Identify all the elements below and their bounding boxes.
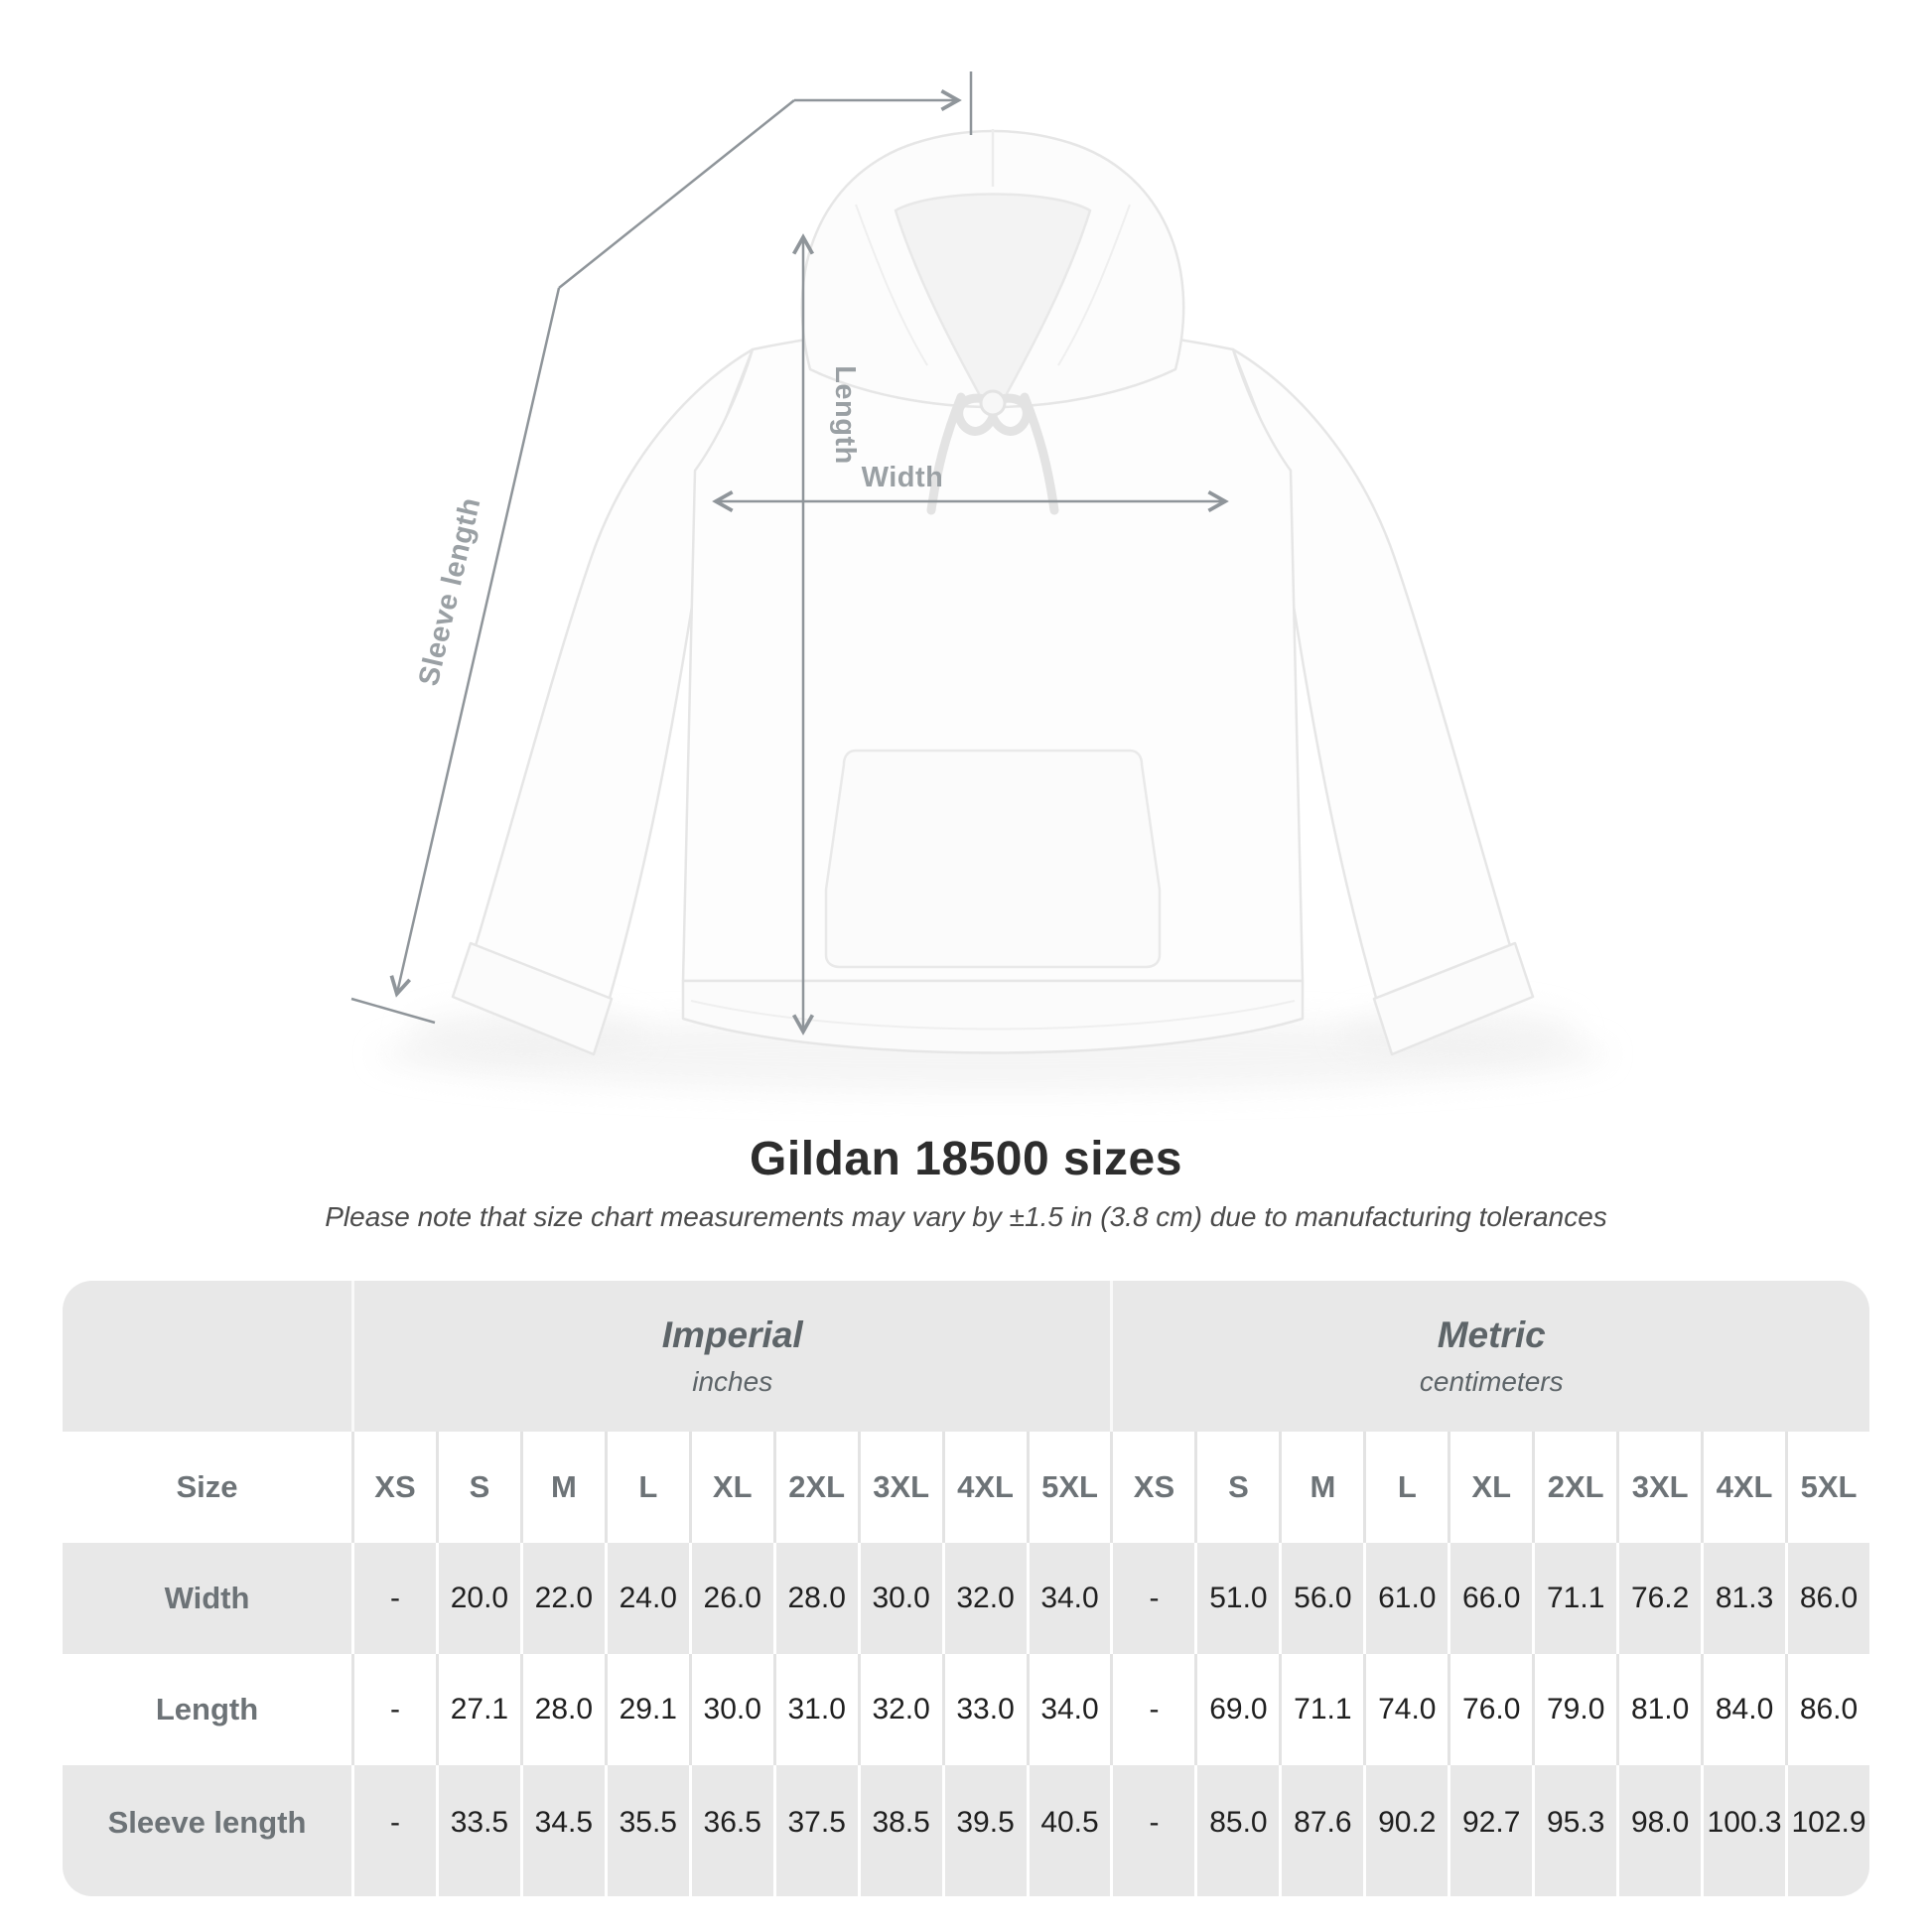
length-label: Length [829, 365, 861, 465]
row-label-width: Width [63, 1543, 351, 1654]
size-header-cell: S [1194, 1432, 1279, 1543]
size-header-cell: M [520, 1432, 605, 1543]
size-header-cell: 2XL [1532, 1432, 1616, 1543]
sleeve-metric-cell: 85.0 [1194, 1765, 1279, 1896]
size-header-cell: 5XL [1027, 1432, 1111, 1543]
row-label-sleeve-length: Sleeve length [63, 1765, 351, 1896]
width-metric-cell: 71.1 [1532, 1543, 1616, 1654]
width-imperial-cell: 28.0 [773, 1543, 858, 1654]
width-imperial-cell: 30.0 [858, 1543, 942, 1654]
length-imperial-cell: 28.0 [520, 1654, 605, 1765]
hoodie-pocket [826, 751, 1160, 967]
length-imperial-cell: 27.1 [436, 1654, 520, 1765]
size-column-header: Size [63, 1432, 351, 1543]
width-imperial-cell: 20.0 [436, 1543, 520, 1654]
imperial-label: Imperial [661, 1314, 803, 1355]
width-metric-cell: 51.0 [1194, 1543, 1279, 1654]
size-header-cell: 4XL [942, 1432, 1027, 1543]
width-imperial-cell: 26.0 [689, 1543, 773, 1654]
sleeve-imperial-cell: 38.5 [858, 1765, 942, 1896]
length-imperial-cell: 29.1 [605, 1654, 689, 1765]
imperial-unit: inches [692, 1366, 773, 1397]
width-metric-cell: 76.2 [1616, 1543, 1701, 1654]
width-imperial-cell: 32.0 [942, 1543, 1027, 1654]
length-imperial-cell: 31.0 [773, 1654, 858, 1765]
width-label: Width [861, 462, 944, 493]
metric-unit: centimeters [1419, 1366, 1564, 1397]
length-imperial-cell: 34.0 [1027, 1654, 1111, 1765]
width-metric-cell: 66.0 [1448, 1543, 1532, 1654]
width-metric-cell: 86.0 [1785, 1543, 1869, 1654]
hoodie-bow-knot [981, 391, 1005, 415]
sleeve-metric-cell: 92.7 [1448, 1765, 1532, 1896]
size-header-cell: 3XL [858, 1432, 942, 1543]
width-imperial-cell: - [351, 1543, 436, 1654]
length-metric-cell: 79.0 [1532, 1654, 1616, 1765]
sleeve-imperial-cell: 36.5 [689, 1765, 773, 1896]
sleeve-imperial-cell: 37.5 [773, 1765, 858, 1896]
sleeve-imperial-cell: 34.5 [520, 1765, 605, 1896]
sleeve-imperial-cell: 33.5 [436, 1765, 520, 1896]
sleeve-dimension-elbow [559, 100, 794, 288]
sleeve-metric-cell: 90.2 [1363, 1765, 1448, 1896]
size-header-cell: XL [1448, 1432, 1532, 1543]
sleeve-length-label: Sleeve length [412, 494, 487, 689]
length-imperial-cell: - [351, 1654, 436, 1765]
size-header-cell: L [1363, 1432, 1448, 1543]
size-header-cell: 5XL [1785, 1432, 1869, 1543]
sleeve-metric-cell: 87.6 [1279, 1765, 1363, 1896]
length-metric-cell: 71.1 [1279, 1654, 1363, 1765]
sleeve-metric-cell: 98.0 [1616, 1765, 1701, 1896]
width-imperial-cell: 34.0 [1027, 1543, 1111, 1654]
size-header-cell: 4XL [1701, 1432, 1785, 1543]
width-imperial-cell: 24.0 [605, 1543, 689, 1654]
unit-band-spacer [63, 1281, 351, 1432]
sleeve-dimension-bottom-tick [351, 999, 435, 1023]
unit-band-imperial [351, 1281, 1110, 1432]
row-label-length: Length [63, 1654, 351, 1765]
size-header-cell: XS [351, 1432, 436, 1543]
metric-label: Metric [1437, 1314, 1546, 1355]
sleeve-imperial-cell: 39.5 [942, 1765, 1027, 1896]
length-metric-cell: 84.0 [1701, 1654, 1785, 1765]
length-imperial-cell: 30.0 [689, 1654, 773, 1765]
size-header-cell: 3XL [1616, 1432, 1701, 1543]
length-metric-cell: 74.0 [1363, 1654, 1448, 1765]
sleeve-metric-cell: 95.3 [1532, 1765, 1616, 1896]
sleeve-metric-cell: - [1110, 1765, 1194, 1896]
length-metric-cell: 76.0 [1448, 1654, 1532, 1765]
size-header-cell: S [436, 1432, 520, 1543]
size-header-cell: L [605, 1432, 689, 1543]
size-header-cell: 2XL [773, 1432, 858, 1543]
length-imperial-cell: 32.0 [858, 1654, 942, 1765]
width-metric-cell: 61.0 [1363, 1543, 1448, 1654]
sleeve-imperial-cell: 40.5 [1027, 1765, 1111, 1896]
sleeve-metric-cell: 102.9 [1785, 1765, 1869, 1896]
size-table [63, 1281, 1869, 1896]
length-metric-cell: 86.0 [1785, 1654, 1869, 1765]
sleeve-imperial-cell: 35.5 [605, 1765, 689, 1896]
sleeve-metric-cell: 100.3 [1701, 1765, 1785, 1896]
width-metric-cell: 56.0 [1279, 1543, 1363, 1654]
length-metric-cell: 69.0 [1194, 1654, 1279, 1765]
width-metric-cell: 81.3 [1701, 1543, 1785, 1654]
length-metric-cell: - [1110, 1654, 1194, 1765]
width-metric-cell: - [1110, 1543, 1194, 1654]
length-metric-cell: 81.0 [1616, 1654, 1701, 1765]
hoodie-illustration [453, 129, 1533, 1054]
width-imperial-cell: 22.0 [520, 1543, 605, 1654]
unit-band-metric [1110, 1281, 1869, 1432]
size-header-cell: XL [689, 1432, 773, 1543]
page-title: Gildan 18500 sizes [750, 1133, 1182, 1185]
sleeve-imperial-cell: - [351, 1765, 436, 1896]
length-imperial-cell: 33.0 [942, 1654, 1027, 1765]
size-header-cell: M [1279, 1432, 1363, 1543]
tolerance-note: Please note that size chart measurements may vary by ±1.5 in (3.8 cm) due to manufacturing tolerances [325, 1201, 1607, 1232]
size-header-cell: XS [1110, 1432, 1194, 1543]
